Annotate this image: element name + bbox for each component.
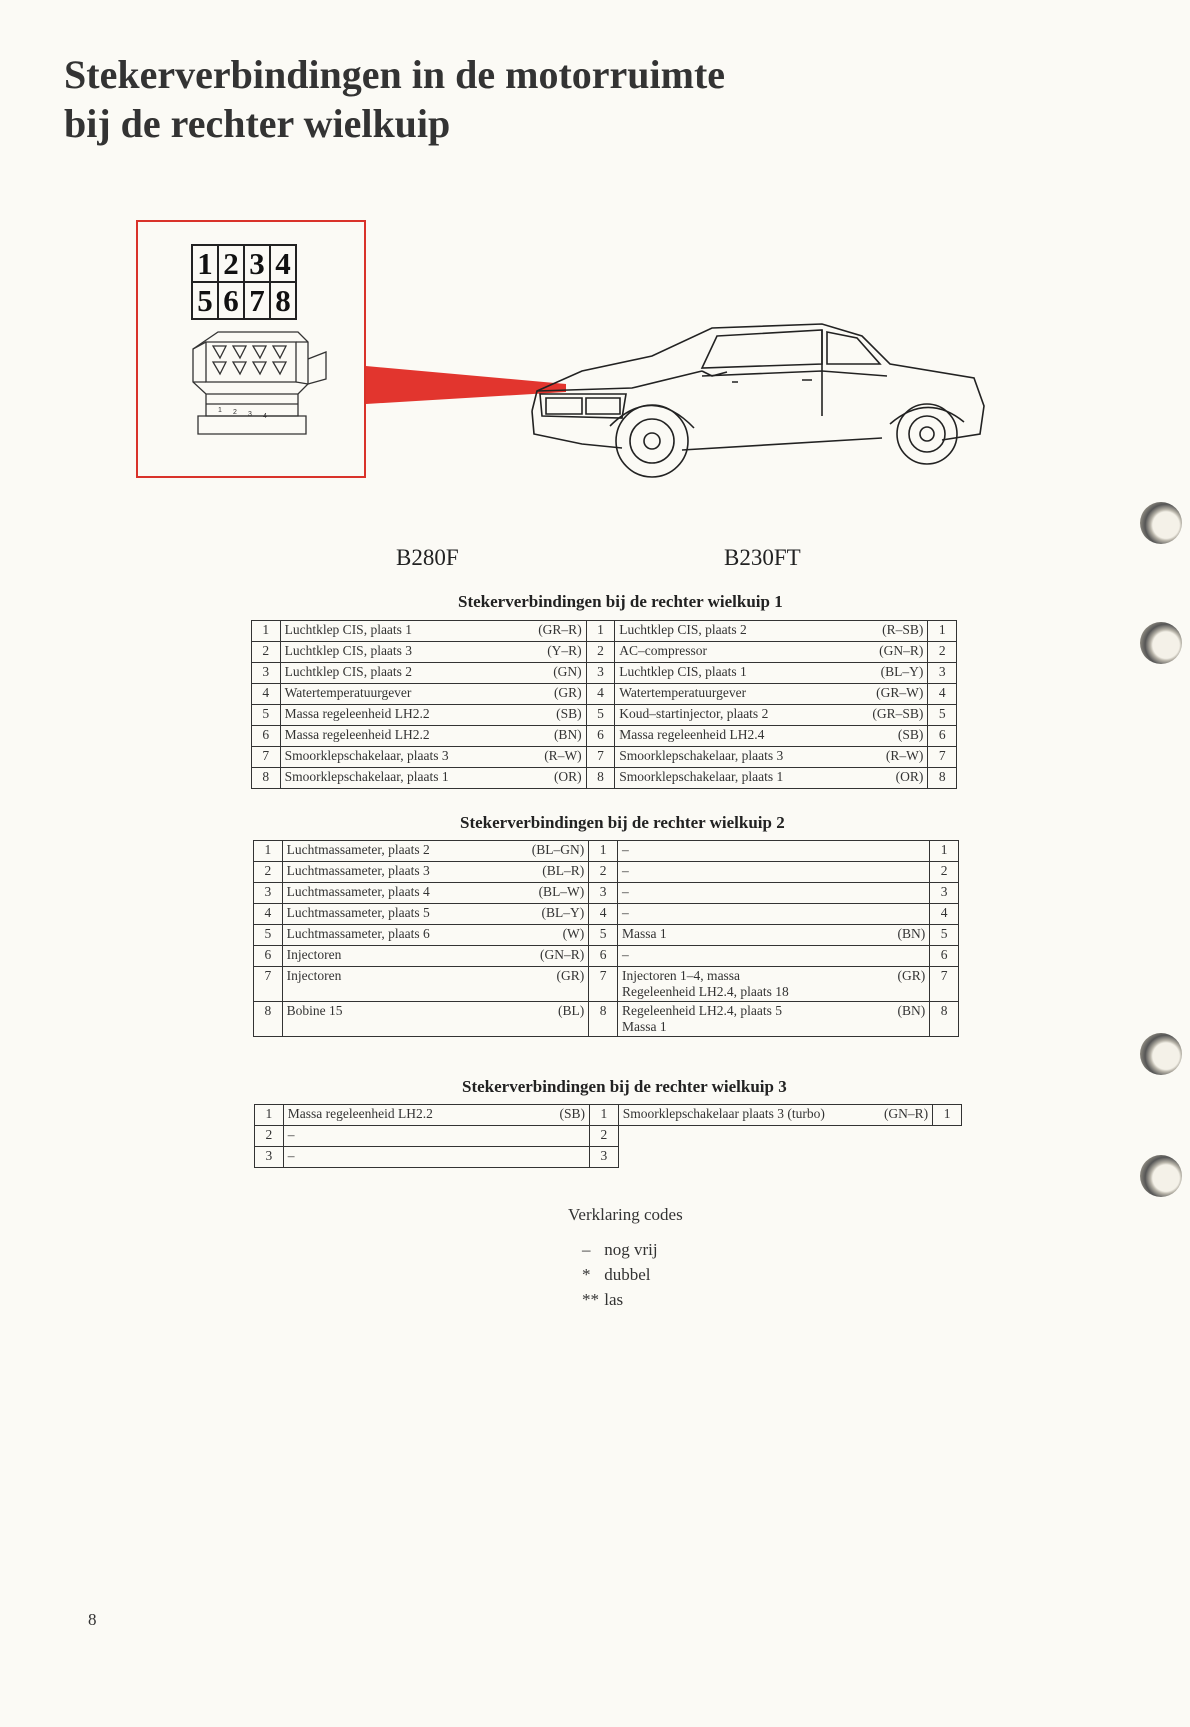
connector-drawing bbox=[178, 324, 328, 444]
pin-number-left: 1 bbox=[252, 621, 281, 642]
wire-color-code-right bbox=[863, 862, 929, 883]
svg-text:1: 1 bbox=[218, 407, 222, 414]
table-row bbox=[252, 705, 957, 726]
description-line: Smoorklepschakelaar, plaats 3 bbox=[619, 748, 784, 763]
legend-symbol: – bbox=[582, 1240, 591, 1259]
pin-number-left: 6 bbox=[252, 726, 281, 747]
connection-description-left: Injectoren bbox=[282, 946, 499, 967]
wire-color-code-right: (OR) bbox=[861, 768, 928, 789]
table-2-body bbox=[254, 841, 959, 1037]
pin-number-left: 3 bbox=[252, 663, 281, 684]
table-row bbox=[252, 663, 957, 684]
pin-number-right: 8 bbox=[930, 1002, 959, 1037]
description-line: – bbox=[621, 905, 629, 920]
connection-description-left: Massa regeleenheid LH2.2 bbox=[280, 705, 507, 726]
wire-color-code-right bbox=[863, 946, 929, 967]
page-title bbox=[64, 50, 725, 148]
table-row bbox=[254, 967, 959, 1002]
pin-number-left: 2 bbox=[254, 862, 283, 883]
pin-number-middle: 8 bbox=[589, 1002, 618, 1037]
description-line: Smoorklepschakelaar, plaats 1 bbox=[619, 769, 784, 784]
legend-item bbox=[582, 1237, 683, 1262]
table-1-title: Stekerverbindingen bij de rechter wielkuip 1 bbox=[458, 592, 783, 611]
connection-description-right bbox=[617, 925, 863, 946]
connection-description-left: Injectoren bbox=[282, 967, 499, 1002]
connection-description-left: Watertemperatuurgever bbox=[280, 684, 507, 705]
table-row bbox=[252, 747, 957, 768]
pin-number-right: 7 bbox=[928, 747, 957, 768]
table-row bbox=[252, 768, 957, 789]
connection-description-right bbox=[615, 621, 861, 642]
table-2-title: Stekerverbindingen bij de rechter wielkuip 2 bbox=[460, 813, 785, 832]
description-line: Watertemperatuurgever bbox=[619, 685, 747, 700]
pin-number-left: 4 bbox=[252, 684, 281, 705]
connection-description-right bbox=[615, 663, 861, 684]
wire-color-code-left: (GR–R) bbox=[507, 621, 586, 642]
table-row bbox=[254, 904, 959, 925]
connection-description-left: Luchtklep CIS, plaats 1 bbox=[280, 621, 507, 642]
pin-number-left: 2 bbox=[255, 1126, 284, 1147]
wire-color-code-right bbox=[863, 883, 929, 904]
wire-color-code-right: (R–SB) bbox=[861, 621, 928, 642]
connection-description-left: – bbox=[283, 1147, 500, 1168]
connection-description-left: Massa regeleenheid LH2.2 bbox=[280, 726, 507, 747]
pin-number-left: 3 bbox=[254, 883, 283, 904]
description-line: AC–compressor bbox=[619, 643, 708, 658]
pin-number-left: 1 bbox=[254, 841, 283, 862]
pin-number-left: 7 bbox=[254, 967, 283, 1002]
description-line: Massa 1 bbox=[621, 1019, 667, 1034]
legend-symbol: ** bbox=[582, 1290, 599, 1309]
pin-number-middle: 1 bbox=[590, 1105, 619, 1126]
pin-number-right: 2 bbox=[930, 862, 959, 883]
legend-text: las bbox=[604, 1290, 624, 1309]
legend-text: dubbel bbox=[604, 1265, 651, 1284]
wire-color-code-left: (BL–R) bbox=[499, 862, 588, 883]
pin-number-middle: 5 bbox=[586, 705, 615, 726]
pin-number-right: 1 bbox=[933, 1105, 962, 1126]
connection-description-left: Luchtmassameter, plaats 6 bbox=[282, 925, 499, 946]
wire-color-code-left: (R–W) bbox=[507, 747, 586, 768]
table-row bbox=[254, 1002, 959, 1037]
connection-description-right bbox=[617, 883, 863, 904]
pin-number-right: 5 bbox=[928, 705, 957, 726]
pin-number-left: 4 bbox=[254, 904, 283, 925]
connector-table-2 bbox=[253, 840, 959, 1037]
connection-description-right bbox=[615, 768, 861, 789]
wire-color-code-left: (GN–R) bbox=[499, 946, 588, 967]
description-line: – bbox=[621, 884, 629, 899]
legend-item bbox=[582, 1287, 683, 1312]
legend-item bbox=[582, 1262, 683, 1287]
pin-number-right: 6 bbox=[930, 946, 959, 967]
pin-number-middle: 8 bbox=[586, 768, 615, 789]
pin-number-right: 3 bbox=[928, 663, 957, 684]
connection-description-left: Smoorklepschakelaar, plaats 3 bbox=[280, 747, 507, 768]
wire-color-code-left: (BL) bbox=[499, 1002, 588, 1037]
svg-text:2: 2 bbox=[233, 409, 237, 416]
wire-color-code-left: (BL–Y) bbox=[499, 904, 588, 925]
table-row bbox=[252, 684, 957, 705]
table-row bbox=[254, 946, 959, 967]
pin-number-left: 8 bbox=[254, 1002, 283, 1037]
page-number: 8 bbox=[88, 1610, 97, 1629]
pin-label: 4 bbox=[270, 245, 296, 282]
pin-label: 5 bbox=[192, 282, 218, 319]
punch-hole bbox=[1140, 1033, 1182, 1075]
engine-label-left: B280F bbox=[396, 545, 459, 570]
wire-color-code-right: (BN) bbox=[863, 925, 929, 946]
pin-number-right: 7 bbox=[930, 967, 959, 1002]
wire-color-code-right: (R–W) bbox=[861, 747, 928, 768]
pin-number-middle: 7 bbox=[589, 967, 618, 1002]
pin-number-right: 3 bbox=[930, 883, 959, 904]
car-illustration bbox=[522, 316, 992, 486]
connection-description-right bbox=[617, 967, 863, 1002]
wire-color-code-left: (SB) bbox=[501, 1105, 590, 1126]
connector-figure bbox=[136, 220, 366, 478]
svg-text:4: 4 bbox=[263, 413, 267, 420]
table-row bbox=[254, 862, 959, 883]
description-line: Luchtklep CIS, plaats 1 bbox=[619, 664, 747, 679]
wire-color-code-left: (BL–GN) bbox=[499, 841, 588, 862]
table-row bbox=[254, 925, 959, 946]
legend-symbol: * bbox=[582, 1265, 591, 1284]
wire-color-code-right: (BN) bbox=[863, 1002, 929, 1037]
description-line: Koud–startinjector, plaats 2 bbox=[619, 706, 769, 721]
empty-cell bbox=[618, 1126, 961, 1147]
pin-number-middle: 3 bbox=[590, 1147, 619, 1168]
wire-color-code-right: (GR–W) bbox=[861, 684, 928, 705]
pin-number-right: 2 bbox=[928, 642, 957, 663]
wire-color-code-right: (GN–R) bbox=[861, 642, 928, 663]
pin-number-middle: 3 bbox=[589, 883, 618, 904]
pin-number-right: 4 bbox=[930, 904, 959, 925]
page-title-line-2: bij de rechter wielkuip bbox=[64, 101, 451, 146]
pin-number-right: 5 bbox=[930, 925, 959, 946]
table-row bbox=[252, 726, 957, 747]
wire-color-code-left: (Y–R) bbox=[507, 642, 586, 663]
description-line: Massa regeleenheid LH2.4 bbox=[619, 727, 765, 742]
wire-color-code-right: (GN–R) bbox=[876, 1105, 933, 1126]
pin-number-middle: 2 bbox=[586, 642, 615, 663]
pin-layout-grid bbox=[191, 244, 297, 320]
wire-color-code-left: (GN) bbox=[507, 663, 586, 684]
wire-color-code-right bbox=[863, 841, 929, 862]
pin-number-left: 5 bbox=[254, 925, 283, 946]
table-1-body bbox=[252, 621, 957, 789]
connection-description-left: Bobine 15 bbox=[282, 1002, 499, 1037]
connection-description-left: Massa regeleenheid LH2.2 bbox=[283, 1105, 500, 1126]
pin-number-middle: 5 bbox=[589, 925, 618, 946]
pin-number-middle: 2 bbox=[590, 1126, 619, 1147]
wire-color-code-left bbox=[501, 1126, 590, 1147]
connection-description-right bbox=[617, 862, 863, 883]
pin-label: 2 bbox=[218, 245, 244, 282]
connection-description-right bbox=[617, 904, 863, 925]
pin-number-right: 1 bbox=[930, 841, 959, 862]
connection-description-left: Luchtmassameter, plaats 4 bbox=[282, 883, 499, 904]
description-line: Regeleenheid LH2.4, plaats 18 bbox=[621, 984, 789, 999]
pin-number-right: 8 bbox=[928, 768, 957, 789]
pin-number-middle: 7 bbox=[586, 747, 615, 768]
legend-text: nog vrij bbox=[604, 1240, 658, 1259]
table-3-body bbox=[255, 1105, 962, 1168]
punch-hole bbox=[1140, 1155, 1182, 1197]
connection-description-right bbox=[615, 705, 861, 726]
connection-description-right bbox=[617, 841, 863, 862]
pin-label: 8 bbox=[270, 282, 296, 319]
description-line: – bbox=[621, 863, 629, 878]
pin-label: 7 bbox=[244, 282, 270, 319]
connection-description-left: – bbox=[283, 1126, 500, 1147]
pin-number-middle: 6 bbox=[586, 726, 615, 747]
pin-number-middle: 4 bbox=[586, 684, 615, 705]
wire-color-code-right: (SB) bbox=[861, 726, 928, 747]
connection-description-left: Luchtmassameter, plaats 5 bbox=[282, 904, 499, 925]
connection-description-right bbox=[617, 1002, 863, 1037]
table-row bbox=[255, 1126, 962, 1147]
connection-description-left: Luchtmassameter, plaats 3 bbox=[282, 862, 499, 883]
connection-description-right bbox=[615, 642, 861, 663]
connector-table-3 bbox=[254, 1104, 962, 1168]
pin-number-middle: 1 bbox=[586, 621, 615, 642]
connection-description-left: Smoorklepschakelaar, plaats 1 bbox=[280, 768, 507, 789]
wire-color-code-right: (BL–Y) bbox=[861, 663, 928, 684]
wire-color-code-left bbox=[501, 1147, 590, 1168]
connection-description-left: Luchtmassameter, plaats 2 bbox=[282, 841, 499, 862]
connection-description-right bbox=[615, 726, 861, 747]
pin-number-left: 7 bbox=[252, 747, 281, 768]
description-line: Injectoren 1–4, massa bbox=[621, 968, 741, 983]
page-title-line-1: Stekerverbindingen in de motorruimte bbox=[64, 52, 726, 97]
connector-table-1 bbox=[251, 620, 957, 789]
connection-description-right bbox=[618, 1105, 875, 1126]
pin-number-left: 1 bbox=[255, 1105, 284, 1126]
svg-text:3: 3 bbox=[248, 411, 252, 418]
wire-color-code-left: (GR) bbox=[499, 967, 588, 1002]
description-line: Smoorklepschakelaar plaats 3 (turbo) bbox=[622, 1106, 825, 1121]
pin-number-left: 8 bbox=[252, 768, 281, 789]
description-line: Regeleenheid LH2.4, plaats 5 bbox=[621, 1003, 783, 1018]
wire-color-code-right: (GR–SB) bbox=[861, 705, 928, 726]
wire-color-code-left: (BL–W) bbox=[499, 883, 588, 904]
code-legend bbox=[568, 1205, 683, 1312]
wire-color-code-left: (GR) bbox=[507, 684, 586, 705]
wire-color-code-right: (GR) bbox=[863, 967, 929, 1002]
legend-title: Verklaring codes bbox=[568, 1205, 683, 1224]
pin-number-left: 2 bbox=[252, 642, 281, 663]
table-row bbox=[254, 883, 959, 904]
table-row bbox=[255, 1147, 962, 1168]
connection-description-right bbox=[615, 747, 861, 768]
connection-description-left: Luchtklep CIS, plaats 2 bbox=[280, 663, 507, 684]
pin-number-middle: 3 bbox=[586, 663, 615, 684]
description-line: Luchtklep CIS, plaats 2 bbox=[619, 622, 747, 637]
table-row bbox=[252, 642, 957, 663]
pin-number-right: 4 bbox=[928, 684, 957, 705]
pin-label: 6 bbox=[218, 282, 244, 319]
pin-number-middle: 2 bbox=[589, 862, 618, 883]
punch-hole bbox=[1140, 502, 1182, 544]
table-row bbox=[252, 621, 957, 642]
pin-number-left: 5 bbox=[252, 705, 281, 726]
description-line: Massa 1 bbox=[621, 926, 667, 941]
wire-color-code-left: (W) bbox=[499, 925, 588, 946]
wire-color-code-left: (BN) bbox=[507, 726, 586, 747]
pin-number-middle: 6 bbox=[589, 946, 618, 967]
pin-number-middle: 1 bbox=[589, 841, 618, 862]
connection-description-right bbox=[615, 684, 861, 705]
pin-number-right: 6 bbox=[928, 726, 957, 747]
pin-label: 3 bbox=[244, 245, 270, 282]
engine-label-right: B230FT bbox=[724, 545, 801, 570]
wire-color-code-right bbox=[863, 904, 929, 925]
punch-hole bbox=[1140, 622, 1182, 664]
pin-label: 1 bbox=[192, 245, 218, 282]
connection-description-left: Luchtklep CIS, plaats 3 bbox=[280, 642, 507, 663]
pin-number-left: 6 bbox=[254, 946, 283, 967]
description-line: – bbox=[621, 842, 629, 857]
empty-cell bbox=[618, 1147, 961, 1168]
connection-description-right bbox=[617, 946, 863, 967]
pin-number-left: 3 bbox=[255, 1147, 284, 1168]
description-line: – bbox=[621, 947, 629, 962]
table-3-title: Stekerverbindingen bij de rechter wielkuip 3 bbox=[462, 1077, 787, 1096]
table-row bbox=[254, 841, 959, 862]
table-row bbox=[255, 1105, 962, 1126]
pin-number-middle: 4 bbox=[589, 904, 618, 925]
pin-number-right: 1 bbox=[928, 621, 957, 642]
wire-color-code-left: (SB) bbox=[507, 705, 586, 726]
wire-color-code-left: (OR) bbox=[507, 768, 586, 789]
